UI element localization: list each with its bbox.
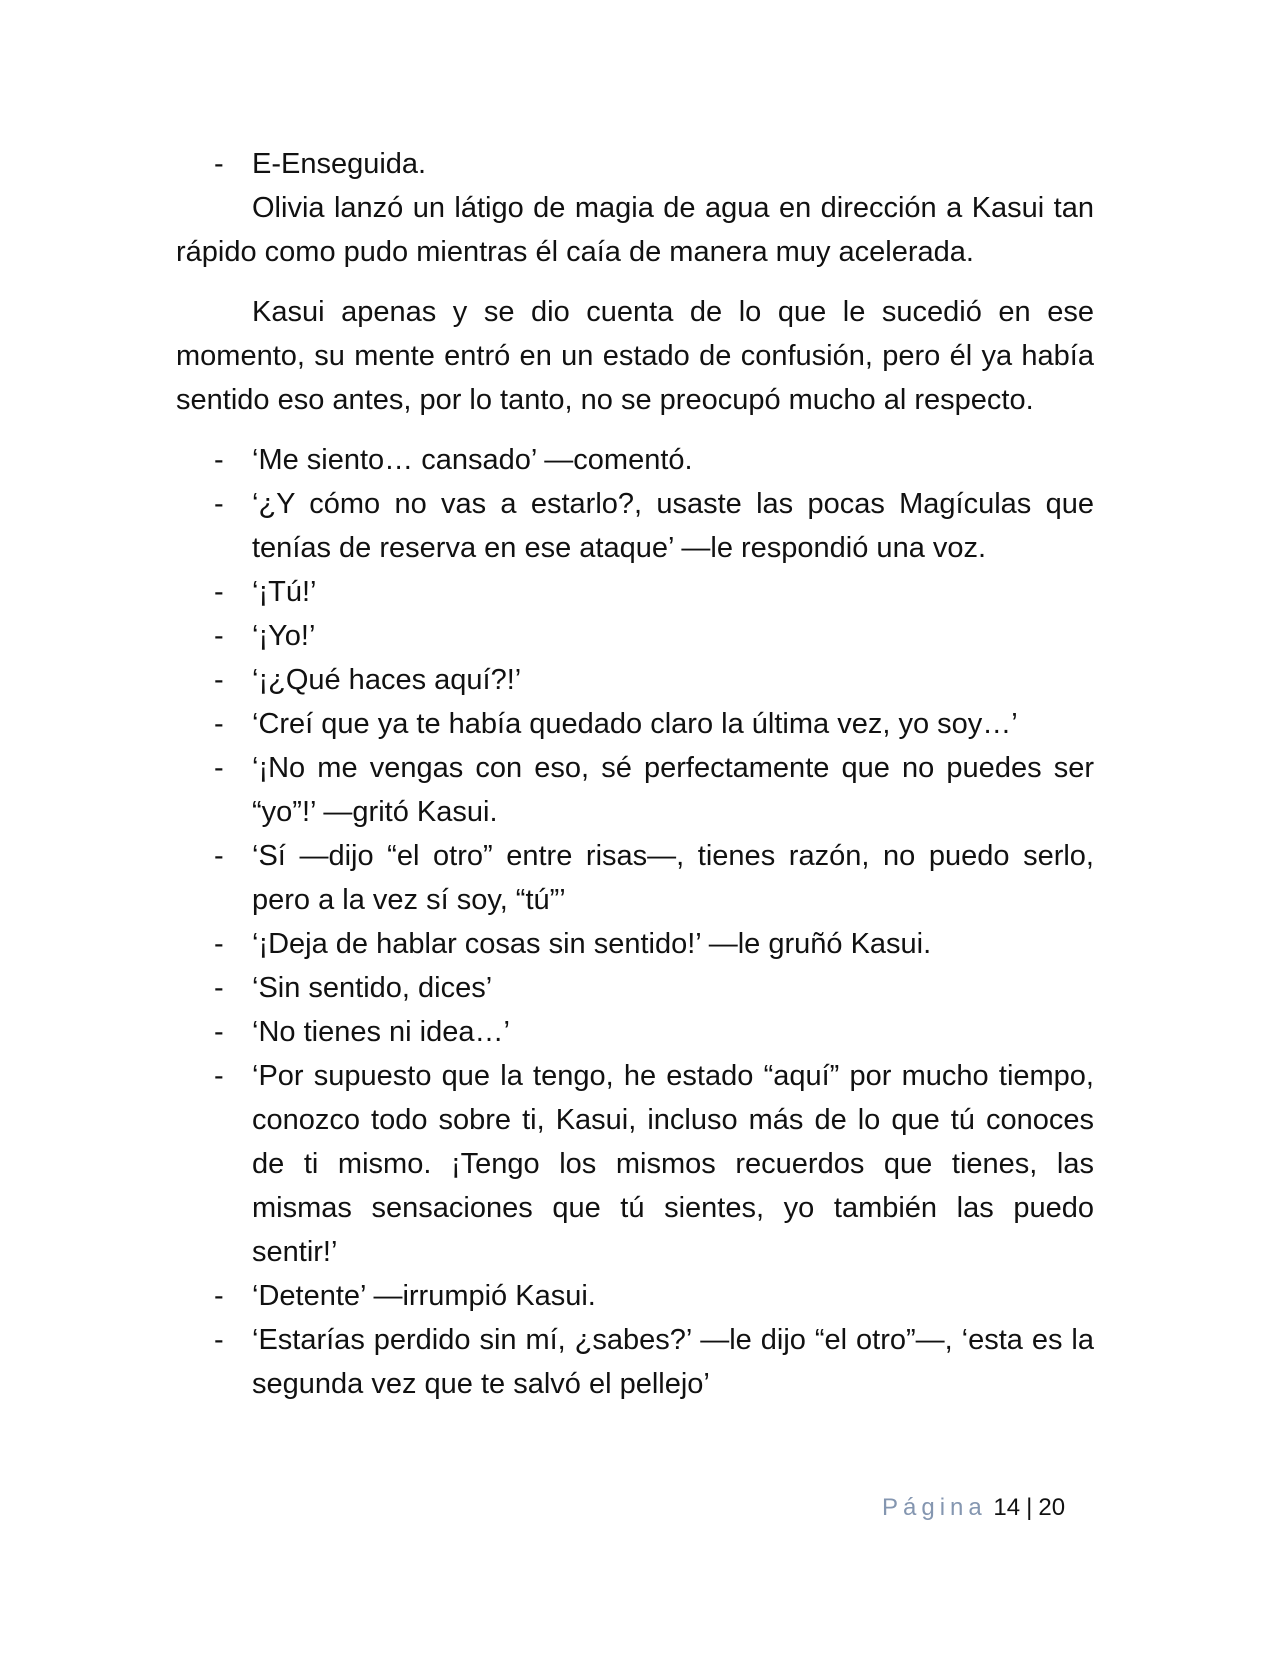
dialogue-text: E-Enseguida. — [252, 148, 427, 180]
page-total: 20 — [1038, 1494, 1066, 1521]
dialogue-dash: - — [214, 708, 224, 740]
dialogue-line — [176, 966, 1094, 1010]
dialogue-line — [176, 482, 1094, 570]
dialogue-line — [176, 702, 1094, 746]
dialogue-text: ‘¡Deja de hablar cosas sin sentido!’ —le gruñó Kasui. — [252, 928, 932, 960]
dialogue-text: ‘Detente’ —irrumpió Kasui. — [252, 1280, 596, 1312]
dialogue-dash: - — [214, 620, 224, 652]
dialogue-dash: - — [214, 444, 224, 476]
page-separator: | — [1026, 1494, 1033, 1521]
dialogue-text: ‘Por supuesto que la tengo, he estado “aquí” por mucho tiempo, conozco todo sobre ti, Kasui, incluso más de lo que tú conoces de ti mismo. ¡Tengo los mismos recuerdos que tienes, las mismas sensaciones que tú sientes, yo también las puedo sentir!’ — [252, 1060, 1094, 1268]
dialogue-dash: - — [214, 576, 224, 608]
dialogue-dash: - — [214, 488, 224, 520]
dialogue-dash: - — [214, 972, 224, 1004]
page-footer — [882, 1492, 1065, 1524]
dialogue-line — [176, 1318, 1094, 1406]
narrative-paragraph: Olivia lanzó un látigo de magia de agua en dirección a Kasui tan rápido como pudo mientras él caía de manera muy acelerada. — [176, 192, 1094, 268]
dialogue-text: ‘Me siento… cansado’ —comentó. — [252, 444, 693, 476]
dialogue-text: ‘Estarías perdido sin mí, ¿sabes?’ —le dijo “el otro”—, ‘esta es la segunda vez que te salvó el pellejo’ — [252, 1324, 1094, 1400]
page-content — [176, 142, 1094, 1406]
dialogue-line — [176, 142, 1094, 186]
dialogue-dash: - — [214, 752, 224, 784]
dialogue-line — [176, 834, 1094, 922]
dialogue-line — [176, 1010, 1094, 1054]
dialogue-line — [176, 658, 1094, 702]
dialogue-dash: - — [214, 1016, 224, 1048]
dialogue-text: ‘Creí que ya te había quedado claro la última vez, yo soy…’ — [252, 708, 1018, 740]
dialogue-line — [176, 922, 1094, 966]
dialogue-text: ‘¡¿Qué haces aquí?!’ — [252, 664, 522, 696]
dialogue-dash: - — [214, 928, 224, 960]
page-number: 14 — [993, 1494, 1021, 1521]
dialogue-line — [176, 1054, 1094, 1274]
dialogue-line — [176, 1274, 1094, 1318]
dialogue-text: ‘¿Y cómo no vas a estarlo?, usaste las pocas Magículas que tenías de reserva en ese ataque’ —le respondió una voz. — [252, 488, 1094, 564]
dialogue-line — [176, 746, 1094, 834]
dialogue-dash: - — [214, 1060, 224, 1092]
dialogue-dash: - — [214, 664, 224, 696]
dialogue-dash: - — [214, 1280, 224, 1312]
dialogue-dash: - — [214, 148, 224, 180]
dialogue-line — [176, 570, 1094, 614]
dialogue-text: ‘Sí —dijo “el otro” entre risas—, tienes razón, no puedo serlo, pero a la vez sí soy, “tú”’ — [252, 840, 1094, 916]
dialogue-line — [176, 438, 1094, 482]
dialogue-dash: - — [214, 1324, 224, 1356]
dialogue-line — [176, 614, 1094, 658]
dialogue-text: ‘¡Tú!’ — [252, 576, 317, 608]
dialogue-text: ‘Sin sentido, dices’ — [252, 972, 493, 1004]
dialogue-text: ‘¡Yo!’ — [252, 620, 316, 652]
page-label: Página — [882, 1494, 987, 1521]
dialogue-text: ‘No tienes ni idea…’ — [252, 1016, 510, 1048]
dialogue-text: ‘¡No me vengas con eso, sé perfectamente que no puedes ser “yo”!’ —gritó Kasui. — [252, 752, 1094, 828]
dialogue-dash: - — [214, 840, 224, 872]
narrative-paragraph: Kasui apenas y se dio cuenta de lo que le sucedió en ese momento, su mente entró en un estado de confusión, pero él ya había sentido eso antes, por lo tanto, no se preocupó mucho al respecto. — [176, 296, 1094, 416]
